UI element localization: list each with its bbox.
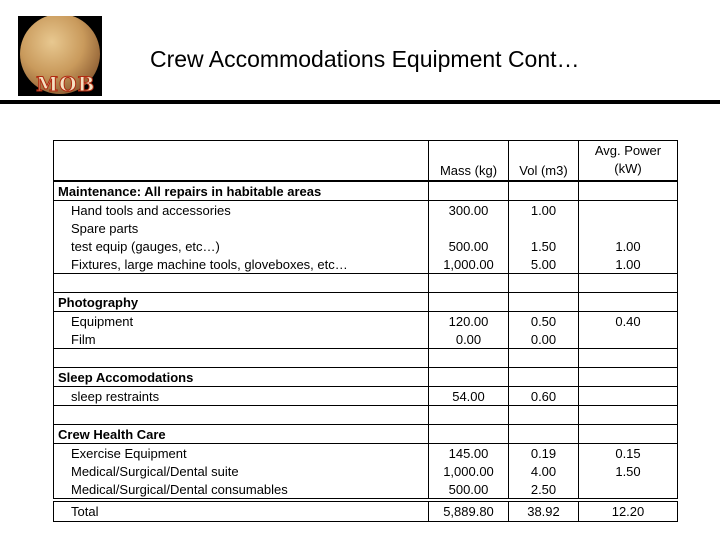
mass-cell — [429, 219, 509, 237]
mass-cell: 145.00 — [429, 444, 509, 463]
mass-cell: 54.00 — [429, 387, 509, 406]
power-cell: 1.50 — [579, 462, 678, 480]
section-row — [54, 181, 678, 201]
vol-cell — [509, 181, 579, 201]
mass-cell — [429, 274, 509, 293]
mass-cell: 120.00 — [429, 312, 509, 331]
vol-cell — [509, 293, 579, 312]
mass-cell — [429, 181, 509, 201]
mass-cell: 500.00 — [429, 237, 509, 255]
row-label — [54, 406, 429, 425]
title-divider — [0, 100, 720, 104]
equipment-table — [53, 140, 678, 522]
vol-cell: 0.19 — [509, 444, 579, 463]
power-cell: 12.20 — [579, 500, 678, 522]
blank-row — [54, 274, 678, 293]
header-label — [54, 141, 429, 182]
power-cell — [579, 349, 678, 368]
row-label: Exercise Equipment — [54, 444, 429, 463]
row-label: Maintenance: All repairs in habitable areas — [54, 181, 429, 201]
table-header-row — [54, 141, 678, 182]
row-label: Equipment — [54, 312, 429, 331]
row-label: Hand tools and accessories — [54, 201, 429, 220]
mass-cell: 5,889.80 — [429, 500, 509, 522]
vol-cell: 1.50 — [509, 237, 579, 255]
power-cell — [579, 201, 678, 220]
total-row — [54, 500, 678, 522]
section-row — [54, 425, 678, 444]
table-row — [54, 387, 678, 406]
vol-cell — [509, 219, 579, 237]
row-label: Photography — [54, 293, 429, 312]
vol-cell — [509, 406, 579, 425]
power-cell — [579, 368, 678, 387]
power-cell — [579, 274, 678, 293]
row-label: Sleep Accomodations — [54, 368, 429, 387]
row-label: test equip (gauges, etc…) — [54, 237, 429, 255]
table-row — [54, 480, 678, 500]
mass-cell — [429, 349, 509, 368]
power-cell — [579, 425, 678, 444]
row-label: Medical/Surgical/Dental consumables — [54, 480, 429, 500]
mass-cell: 0.00 — [429, 330, 509, 349]
row-label — [54, 274, 429, 293]
power-cell — [579, 330, 678, 349]
row-label: Medical/Surgical/Dental suite — [54, 462, 429, 480]
vol-cell: 0.50 — [509, 312, 579, 331]
row-label: Total — [54, 500, 429, 522]
mass-cell — [429, 406, 509, 425]
vol-cell — [509, 425, 579, 444]
header-mass: Mass (kg) — [429, 141, 509, 182]
power-cell: 1.00 — [579, 255, 678, 274]
power-cell: 1.00 — [579, 237, 678, 255]
table-row — [54, 255, 678, 274]
blank-row — [54, 406, 678, 425]
power-cell — [579, 406, 678, 425]
row-label: Spare parts — [54, 219, 429, 237]
mob-logo — [18, 16, 102, 96]
power-cell: 0.40 — [579, 312, 678, 331]
vol-cell — [509, 368, 579, 387]
power-cell — [579, 181, 678, 201]
table-row — [54, 237, 678, 255]
header-vol: Vol (m3) — [509, 141, 579, 182]
mass-cell: 1,000.00 — [429, 462, 509, 480]
row-label — [54, 349, 429, 368]
vol-cell: 5.00 — [509, 255, 579, 274]
vol-cell: 4.00 — [509, 462, 579, 480]
power-cell: 0.15 — [579, 444, 678, 463]
power-cell — [579, 293, 678, 312]
row-label: sleep restraints — [54, 387, 429, 406]
mass-cell — [429, 293, 509, 312]
vol-cell — [509, 349, 579, 368]
vol-cell — [509, 274, 579, 293]
header-power: Avg. Power (kW) — [579, 141, 678, 182]
blank-row — [54, 349, 678, 368]
vol-cell: 0.00 — [509, 330, 579, 349]
table-row — [54, 219, 678, 237]
vol-cell: 1.00 — [509, 201, 579, 220]
slide-title: Crew Accommodations Equipment Cont… — [150, 46, 580, 72]
table-row — [54, 312, 678, 331]
vol-cell: 38.92 — [509, 500, 579, 522]
mass-cell: 1,000.00 — [429, 255, 509, 274]
table-row — [54, 462, 678, 480]
section-row — [54, 293, 678, 312]
section-row — [54, 368, 678, 387]
row-label: Film — [54, 330, 429, 349]
table-row — [54, 201, 678, 220]
row-label: Crew Health Care — [54, 425, 429, 444]
power-cell — [579, 387, 678, 406]
power-cell — [579, 480, 678, 500]
table-row — [54, 330, 678, 349]
mass-cell: 300.00 — [429, 201, 509, 220]
vol-cell: 0.60 — [509, 387, 579, 406]
mass-cell — [429, 368, 509, 387]
logo-text: MOB — [36, 72, 96, 96]
mass-cell: 500.00 — [429, 480, 509, 500]
power-cell — [579, 219, 678, 237]
mass-cell — [429, 425, 509, 444]
vol-cell: 2.50 — [509, 480, 579, 500]
table-row — [54, 444, 678, 463]
row-label: Fixtures, large machine tools, gloveboxes, etc… — [54, 255, 429, 274]
